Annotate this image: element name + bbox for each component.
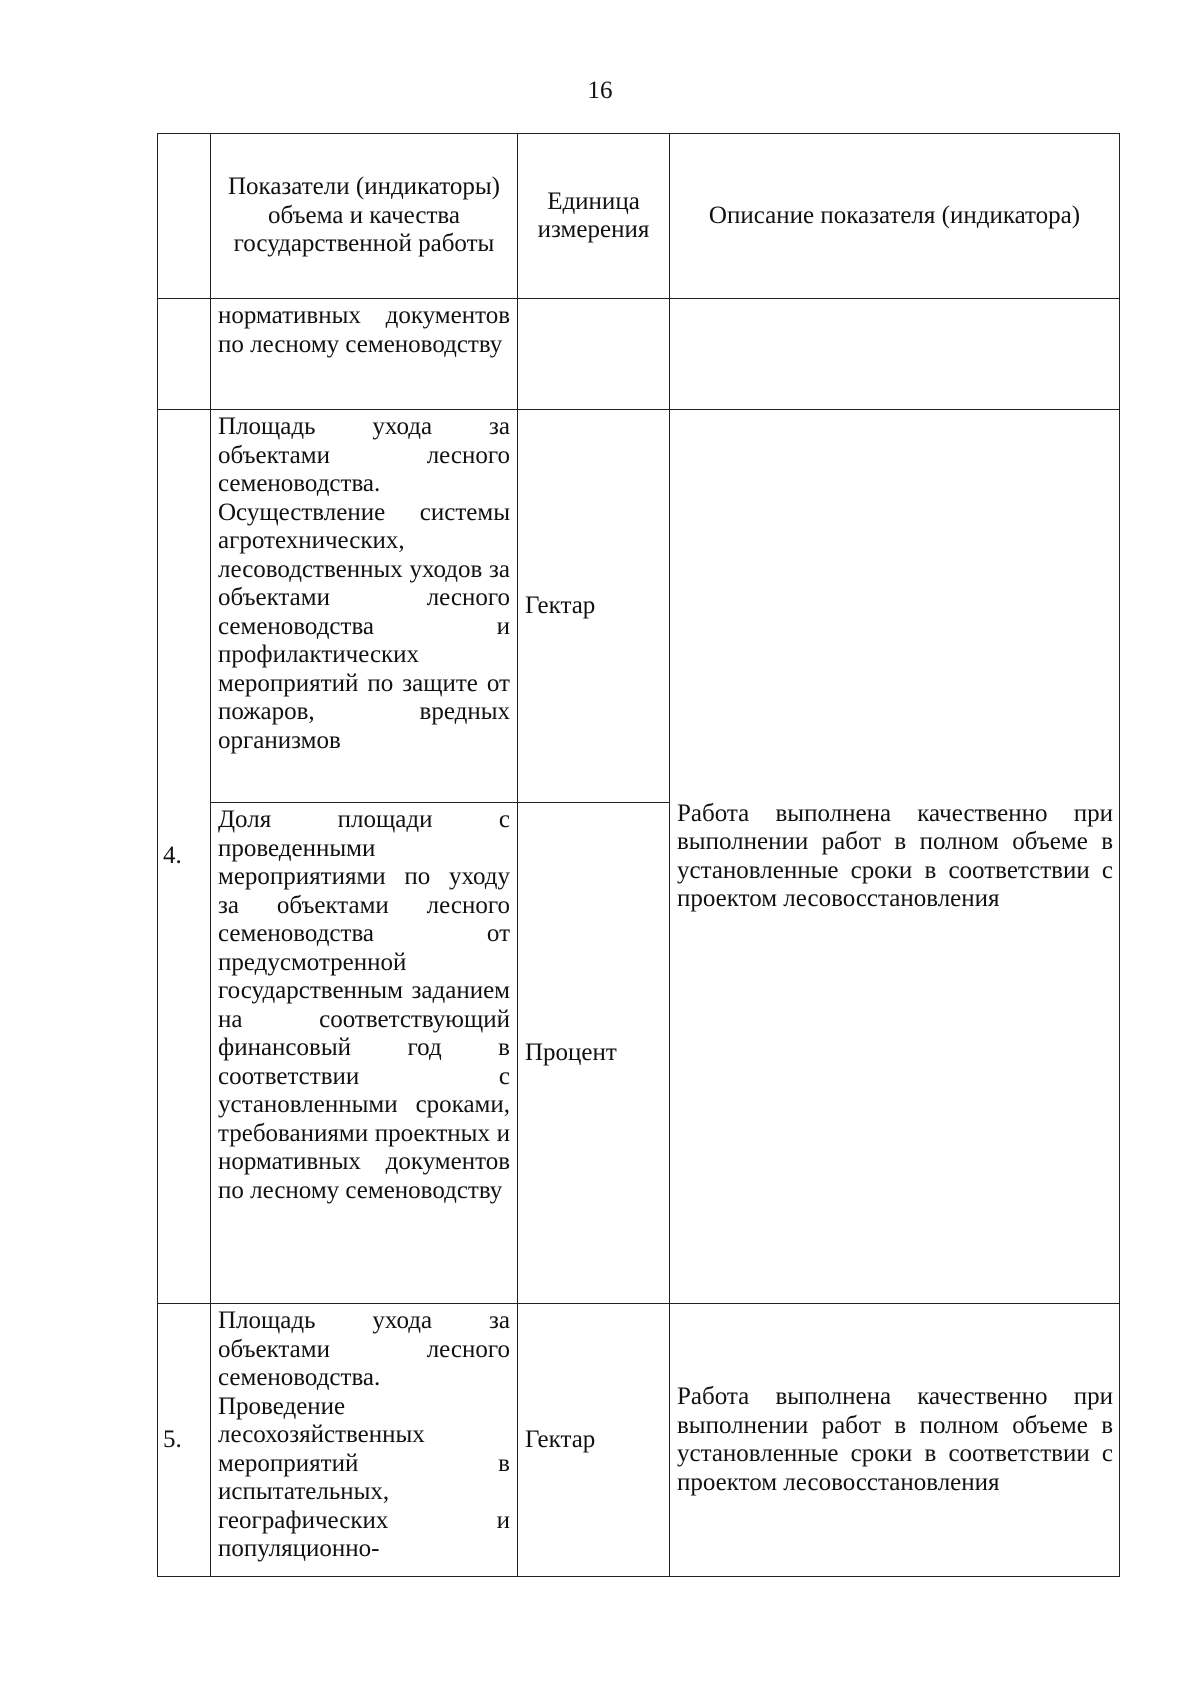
header-description-cell: Описание показателя (индикатора) (670, 134, 1120, 299)
row-unit-cell: Процент (518, 803, 670, 1304)
header-unit-cell: Единица измерения (518, 134, 670, 299)
header-number-cell (158, 134, 211, 299)
row-number-cell: 5. (158, 1304, 211, 1577)
table-header-row (158, 134, 1120, 299)
row-number-cell (158, 299, 211, 410)
row-unit-cell: Гектар (518, 1304, 670, 1577)
row-indicator-cell: нормативных документов по лесному семеноводству (211, 299, 518, 410)
indicators-table (157, 133, 1120, 1577)
row-indicator-cell: Площадь ухода за объектами лесного семеноводства. Осуществление системы агротехнических, лесоводственных уходов за объектами лесного семеноводства и профилактических мероприятий по защите от пожаров, вредных организмов (211, 410, 518, 803)
page-number: 16 (587, 77, 613, 104)
row-unit-cell: Гектар (518, 410, 670, 803)
row-indicator-cell: Доля площади с проведенными мероприятиями по уходу за объектами лесного семеноводства от предусмотренной государственным заданием на соответствующий финансовый год в соответствии с установленными сроками, требованиями проектных и нормативных документов по лесному семеноводству (211, 803, 518, 1304)
row-description-cell: Работа выполнена качественно при выполнении работ в полном объеме в установленные сроки в соответствии с проектом лесовосстановления (670, 410, 1120, 1304)
table-row (158, 299, 1120, 410)
row-description-cell: Работа выполнена качественно при выполнении работ в полном объеме в установленные сроки в соответствии с проектом лесовосстановления (670, 1304, 1120, 1577)
header-indicator-cell: Показатели (индикаторы) объема и качества государственной работы (211, 134, 518, 299)
row-indicator-cell: Площадь ухода за объектами лесного семеноводства. Проведение лесохозяйственных мероприятий в испытательных, географических и популяционно- (211, 1304, 518, 1577)
row-description-cell (670, 299, 1120, 410)
table-row (158, 410, 1120, 803)
row-number-cell: 4. (158, 410, 211, 1304)
table-row (158, 1304, 1120, 1577)
row-unit-cell (518, 299, 670, 410)
